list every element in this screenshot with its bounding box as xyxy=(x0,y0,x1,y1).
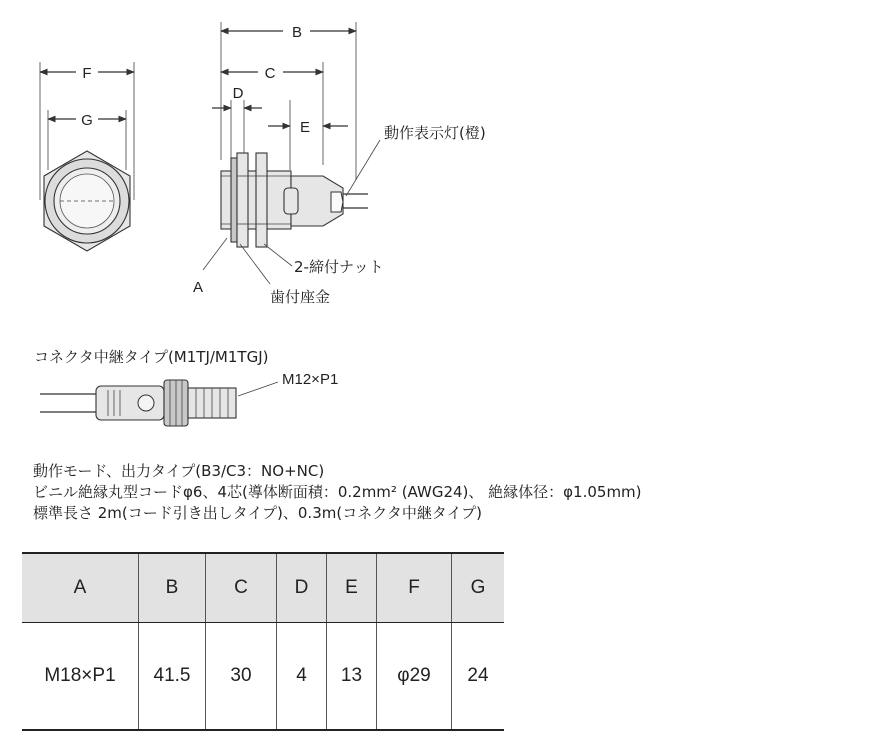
dimension-table xyxy=(22,552,504,731)
table-header-cell: F xyxy=(377,553,452,623)
table-cell: φ29 xyxy=(377,623,452,731)
dim-label-g: G xyxy=(81,112,93,129)
dim-label-e: E xyxy=(299,119,311,136)
table-cell: 41.5 xyxy=(139,623,206,731)
connector-title: コネクタ中継タイプ(M1TJ/M1TGJ) xyxy=(34,348,269,366)
nut-2 xyxy=(256,153,267,247)
table-row xyxy=(22,623,504,731)
connector-thread-label: M12×P1 xyxy=(282,371,339,388)
dim-label-a: A xyxy=(193,279,204,296)
callout-nuts: 2-締付ナット xyxy=(294,258,384,276)
table-header-cell: E xyxy=(327,553,377,623)
note-line: 動作モード、出力タイプ(B3/C3：NO+NC) xyxy=(33,462,325,480)
table-header-cell: G xyxy=(452,553,505,623)
indicator-window xyxy=(331,192,343,212)
note-line: 標準長さ 2m(コード引き出しタイプ)、0.3m(コネクタ中継タイプ) xyxy=(33,504,483,522)
dim-label-d: D xyxy=(232,85,244,102)
dim-label-c: C xyxy=(264,65,276,82)
table-cell: 30 xyxy=(206,623,277,731)
nut-1 xyxy=(237,153,248,247)
table-header-cell: D xyxy=(277,553,327,623)
callout-washer: 歯付座金 xyxy=(270,288,331,306)
table-cell: M18×P1 xyxy=(22,623,139,731)
front-view xyxy=(40,62,134,251)
table-header-row xyxy=(22,553,504,623)
table-header-cell: B xyxy=(139,553,206,623)
table-header-cell: A xyxy=(22,553,139,623)
connector-view xyxy=(34,348,338,426)
note-line: ビニル絶縁丸型コードφ6、4芯(導体断面積：0.2mm² (AWG24)、 絶縁体径：φ1.05mm) xyxy=(33,483,642,501)
table-cell: 24 xyxy=(452,623,505,731)
toothed-washer xyxy=(231,158,237,242)
side-view xyxy=(193,22,486,306)
callout-indicator: 動作表示灯(橙) xyxy=(384,124,486,142)
table-cell: 13 xyxy=(327,623,377,731)
dim-label-f: F xyxy=(82,65,92,82)
table-cell: 4 xyxy=(277,623,327,731)
table-header-cell: C xyxy=(206,553,277,623)
dim-label-b: B xyxy=(291,24,303,41)
spec-notes xyxy=(33,461,873,524)
